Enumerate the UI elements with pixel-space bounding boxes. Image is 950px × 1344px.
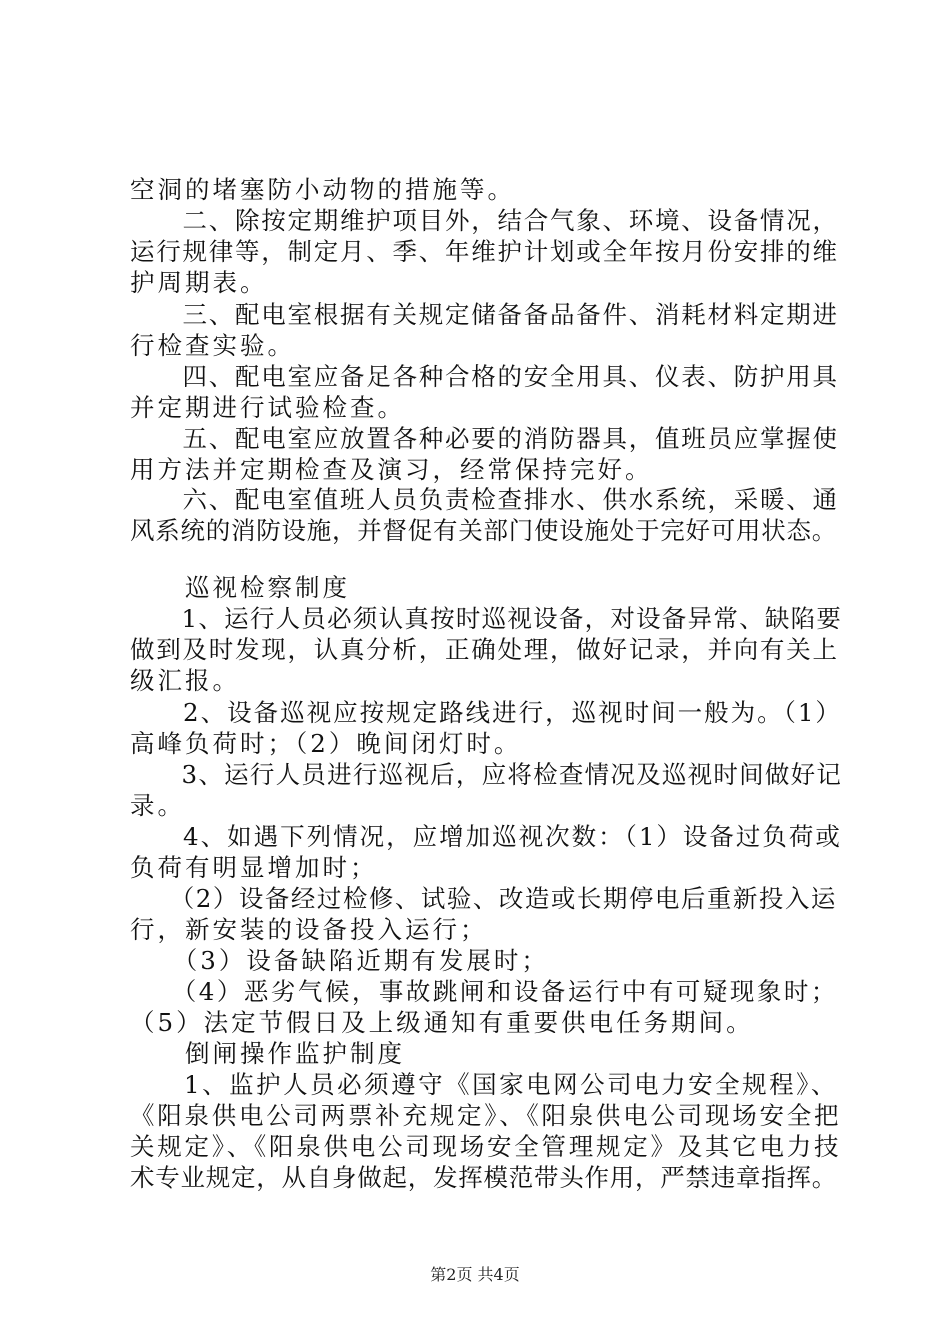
text-line: 《阳泉供电公司两票补充规定》、《阳泉供电公司现场安全把 [130,1101,842,1130]
text-line: 3、运行人员进行巡视后，应将检查情况及巡视时间做好记 [130,760,843,789]
text-line: 4、如遇下列情况，应增加巡视次数：（1）设备过负荷或 [130,822,842,851]
text-line: 做到及时发现，认真分析，正确处理，做好记录，并向有关上 [130,635,839,664]
text-line: 2、设备巡视应按规定路线进行，巡视时间一般为。（1） [130,698,842,727]
text-line: 五、配电室应放置各种必要的消防器具，值班员应掌握使 [130,424,839,453]
section-heading: 巡视检察制度 [130,573,350,602]
text-line: 级汇报。 [130,666,240,695]
text-line: 三、配电室根据有关规定储备备品备件、消耗材料定期进 [130,300,839,329]
text-line: 并定期进行试验检查。 [130,393,405,422]
text-line: 护周期表。 [130,268,268,297]
text-line: 1、运行人员必须认真按时巡视设备，对设备异常、缺陷要 [130,604,843,633]
text-line: 空洞的堵塞防小动物的措施等。 [130,175,515,204]
text-line: 关规定》、《阳泉供电公司现场安全管理规定》及其它电力技 [130,1132,842,1161]
text-line: 六、配电室值班人员负责检查排水、供水系统，采暖、通 [130,485,839,514]
text-line: （5）法定节假日及上级通知有重要供电任务期间。 [130,1008,754,1037]
text-line: 四、配电室应备足各种合格的安全用具、仪表、防护用具 [130,362,839,391]
text-line: 负荷有明显增加时； [130,853,378,882]
section-heading: 倒闸操作监护制度 [130,1039,405,1068]
text-line: 二、除按定期维护项目外，结合气象、环境、设备情况， [130,206,839,235]
text-line: 风系统的消防设施，并督促有关部门使设施处于完好可用状态。 [130,516,837,545]
text-line: 高峰负荷时；（2）晚间闭灯时。 [130,729,522,758]
text-line: 行检查实验。 [130,331,295,360]
text-line: 术专业规定，从自身做起，发挥模范带头作用，严禁违章指挥。 [130,1163,837,1192]
text-line: 录。 [130,791,185,820]
text-line: （3）设备缺陷近期有发展时； [130,946,549,975]
text-line: 运行规律等，制定月、季、年维护计划或全年按月份安排的维 [130,237,839,266]
text-line: 行，新安装的设备投入运行； [130,915,488,944]
text-line: （4）恶劣气候，事故跳闸和设备运行中有可疑现象时； [130,977,838,1006]
text-line: 1、监护人员必须遵守《国家电网公司电力安全规程》、 [130,1070,838,1099]
text-line: （2）设备经过检修、试验、改造或长期停电后重新投入运 [130,884,837,913]
page-number-footer: 第2页 共4页 [430,1265,520,1284]
text-line: 用方法并定期检查及演习，经常保持完好。 [130,455,653,484]
